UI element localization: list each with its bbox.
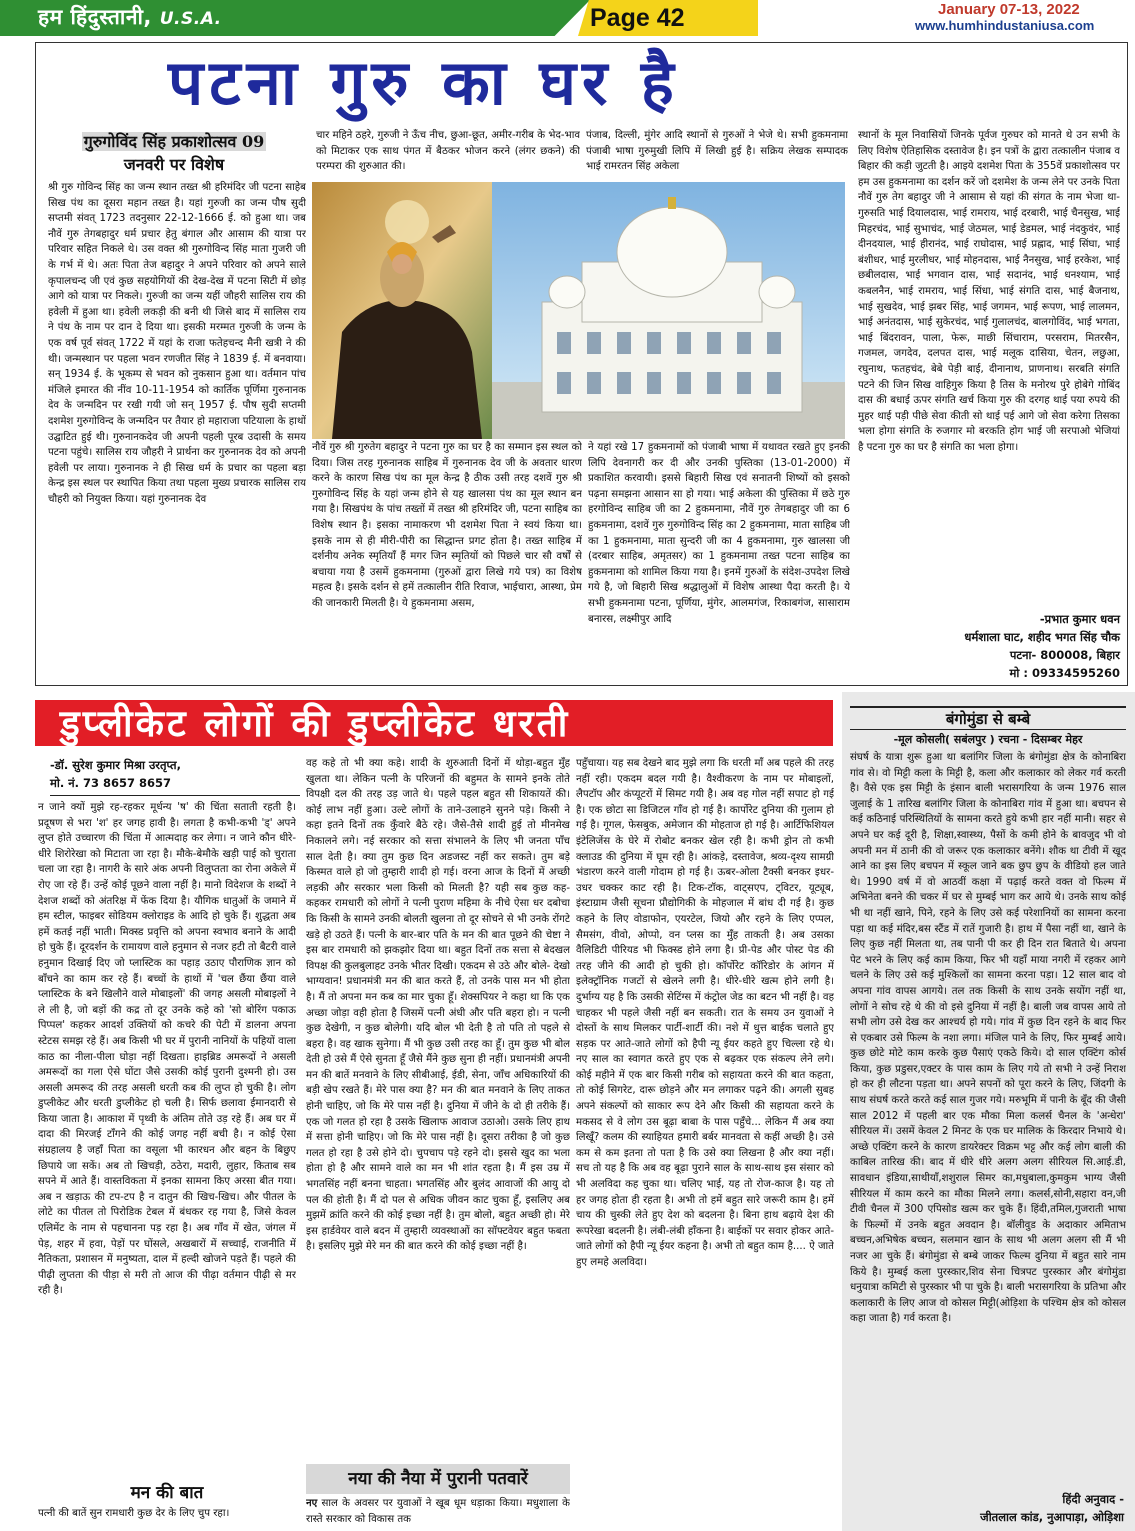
sidebar-article-byline: -मूल कोसली( सबंलपुर ) रचना - दिसम्बर मेहर: [893, 733, 1083, 746]
subheading-line-1: गुरुगोविंद सिंह प्रकाशोत्सव 09: [83, 132, 265, 151]
author-address-line-1: धर्मशाला घाट, शहीद भगत सिंह चौक: [964, 630, 1120, 644]
top-article-subheading: [48, 130, 300, 178]
masthead: [0, 0, 1135, 38]
bottom-article-column-2: वह कहे तो भी क्या कहे। शादी के शुरुआती दिनों में थोड़ा-बहुत मुँह खुलता था। लेकिन पत्नी के परिजनों की बहुमत के सामने इनके तोते विपक्षी दल की तरह उड़ जाते थे। पहले पहल बहुत सी शिकायतें की। कोई लाभ नहीं हुआ। उल्टे लोगों के ताने-उलाहने सुनने पड़े। किसी ने कहा इतने दिनों तक कुँवारे बैठे रहे। जैसे-तैसे शादी हुई तो मीनमेख निकालने लगे। नई सरकार को सत्ता संभालने के लिए भी जनता पाँच साल देती है। क्या तुम कुछ दिन अडजस्ट नहीं कर सकते। तुम बड़े किस्मत वाले हो जो तुम्हारी शादी हो गई। वरना आज के दिनों में अच्छी लड़की और सरकार भला किसी को मिलती है? यही सब कुछ कह-कहकर रामधारी को लोगों ने पत्नी पुराण महिमा के नीचे ऐसा धर दबोचा कि किसी के सामने उनकी बोलती खुलना तो दूर सोचने से भी उनके रोंगटे खड़े हो उठते हैं। पत्नी के बार-बार पति के मन की बात पूछने की चेष्टा ने इस बार रामधारी को झकझोर दिया था। बहुत दिनों तक सत्ता से बेदखल विपक्ष की कुलबुलाहट उनके भीतर दिखी। एकदम से उठे और बोले- देखो भाग्यवान! प्रधानमंत्री मन की बात करते हैं, तो उनके पास मन भी होता है। मैं तो अपना मन कब का मार चुका हूँ। शेक्सपियर ने कहा था कि एक अच्छा जोड़ा वही होता है जिसमें पत्नी अंधी और पति बहरा हो। न पत्नी कुछ देखेगी, न कुछ बोलेगी। यदि बोल भी देती है तो पति तो पहले से बहरा है। वह खाक सुनेगा। मैं भी कुछ उसी तरह का हूँ। तुम कुछ भी बोल देती हो उसे मैं ऐसे सुनता हूँ जैसे मैंने कुछ सुना ही नहीं। प्रधानमंत्री अपनी मन की बातें मनवाने के लिए सीबीआई, ईडी, सेना, जाँच अधिकारियों की बड़ी खेप रखते हैं। मेरे पास क्या है? मन की बात मनवाने के लिए ताकत होनी चाहिए, जो कि मेरे पास नहीं है। दुनिया में जीने के दो ही तरीके हैं। एक जो गलत हो रहा है उसके खिलाफ आवाज उठाओ। उसके लिए हाथ में सत्ता होनी चाहिए। जो कि मेरे पास नहीं है। दूसरा तरीका है जो कुछ गलत हो रहा है उसे होने दो। चुपचाप पड़े रहने दो। इससे खुद का भला होता हो है और सामने वाले का मन भी शांत रहता है। मैं इस उम्र में भगतसिंह नहीं बनना चाहता। भगतसिंह और बुलंद आवाजों की आयु दो पल की होती है। मैं दो पल से अधिक जीवन काट चुका हूँ, इसलिए अब मुझमें क्रांति करने की कोई इच्छा नहीं है। तुम बोलो, बहुत अच्छी हो। मेरे इस हार्डवेयर वाले बदन में तुम्हारी व्यवस्थाओं का सॉफ्टवेयर बहुत फबता है। इसलिए मुझे मेरे मन की बात करने की कोई इच्छा नहीं है।: [306, 758, 570, 1253]
website-link[interactable]: www.humhindustaniusa.com: [915, 18, 1095, 33]
bottom-article-byline: [50, 756, 300, 796]
bottom-article-column-1: न जाने क्यों मुझे रह-रहकर मूर्धन्य 'ष' की चिंता सताती रहती है। प्रदूषण से भरा 'श' हर जगह हावी है। लगता है कभी-कभी 'ड्' अपने लुप्त होते उच्चारण की चिंता में आत्मदाह कर लेगा। न जाने कौन धीरे-धीरे शिरोरेखा को मिटाता जा रहा है। मौके-बेमौके खड़ी पाई को चुराता चला जा रहा है। नागरी के सारे अंक अपनी विलुप्तता का रोना अकेले में रोए जा रहे हैं। उन्हें कोई पूछने वाला नहीं है। मानो विदेशज के शब्दों ने देशज शब्दों को अंतरिक्ष में फेंक दिया है। यौगिक धातुओं के जमाने में हम स्टील, फाइबर सोडियम क्लोराइड के आदि हो चुके हैं। शुद्धता अब हमें कतई नहीं भाती। मिक्स्ड प्रवृत्ति को अपना स्वभाव बनाने के आदी हो चुके हैं। दूरदर्शन के रामायण वाले हनुमान से नजर हटी तो बैटरी वाले हनुमान दिखाई दिए जो प्लास्टिक का पहाड़ उठाए पौराणिक ज्ञान को बाँचने का काम कर रहे हैं। बच्चों के हाथों में 'चल छैंया छैंया वाले प्लास्टिक के बने खिलौने वाले मोबाइलों' की जगह असली मोबाइलों ने ले ली है, जो बड़ों की कद्र तो दूर उनके कहे को 'सो बोरिंग पकाऊ पिप्पल' कहकर आदर्श उक्तियों को कचरे की पेटी में डालना अपना स्टेटस समझ रहे हैं। अब किसी भी घर में पुरानी नानियों के पहियों वाला काठ का नीला-पीला घोड़ा नहीं दिखता। हाइब्रिड अमरूदों ने असली अमरूदों का गला ऐसे घोंटा जैसे उसकी कोई पुरानी दुश्मनी हो। उस असली अमरूद की तरह असली धरती कब की लुप्त हो चुकी है। लोग डुप्लीकेट और धरती डुप्लीकेट हो चली है। सिर्फ छलावा ईमानदारी से किया जाता है। आकाश में पृथ्वी के अंतिम तोते उड़ रहे हैं। अब घर में दादा की मिरजई टाँगने की कोई जगह नहीं बची है। न कोई ऐसा संग्रहालय है जहाँ पिता का वसूला भी कारधन और बहन के बिछुए छिपाये जा सकें। अब तो खिचड़ी, ठठेरा, मदारी, लुहार, किताब सब सपने में आते हैं। वास्तविकता में इनका सामना किए अरसा बीत गया। अब न खड़ाऊ की टप-टप है न दातुन की खिच-खिच। और पीतल के लोटे का पीतल तो पिरोडिक टेबल में बंधकर रह गया है, जिसे केवल एलिमेंट के नाम से पहचानना पड़ रहा है। अब गाँव में खेत, जंगल में पेड़, शहर में हवा, पेड़ों पर घोंसले, अखबारों में सच्चाई, राजनीति में नैतिकता, प्रशासन में मनुष्यता, दाल में हल्दी खोजने पड़ते हैं। पहले की पीढ़ी लुप्तता की पीड़ा से मरी तो आज की पीढ़ा वर्तमान पीढ़ी से मर रही है।: [38, 802, 296, 1297]
sidebar-translator-name: जीतलाल कांड, नुआपाड़ा, ओड़िशा: [980, 1510, 1124, 1524]
lead-word: नए: [306, 1498, 318, 1509]
bottom-article-column-1-continued: पत्नी की बातें सुन रामधारी कुछ देर के लिए चुप रहा।: [38, 1508, 230, 1519]
subheading-man-ki-baat: मन की बात: [130, 1483, 204, 1503]
top-article-column-2: नौवें गुरु श्री गुरुतेग बहादुर ने पटना गुरु का घर है का सम्मान इस स्थल को दिया। जिस तरह गुरुनानक साहिब में गुरुनानक देव जी के अवतार धारण करने के कारण सिख पंथ का मूल केन्द्र है ठीक उसी तरह दशवें गुरु श्री गुरुगोविन्द सिंह के यहां जन्म होने से यह खालसा पंथ का मूल स्थान बन गया है। सिखपंथ के पांच तख्तों में तख्त श्री हरिमंदिर जी, पटना साहिब का विशेष स्थान है। इसका नामाकरण भी दशमेश पिता ने स्वयं किया था। इसके नाम से ही मीरी-पीरी का सिद्धान्त प्रगट होता है। तख्त साहिब में दर्शनीय अनेक स्मृतियाँ हैं मगर जिन स्मृतियों को पिछले चार सौ वर्षों से बचाया गया है उसमें हुकमनामा (गुरुओं द्वारा लिखे गये पत्र) का विशेष महत्व है। इसके दर्शन से हमें तत्कालीन रीति रिवाज, भाईचारा, आस्था, प्रेम की जानकारी मिलती है। ये हुकमनामा असम,: [312, 442, 582, 609]
guru-and-gurudwara-photo: [312, 182, 845, 439]
byline-phone: मो. नं. 73 8657 8657: [50, 776, 172, 790]
top-article-column-1: श्री गुरु गोविन्द सिंह का जन्म स्थान तख्त श्री हरिमंदिर जी पटना साहेब सिख पंथ का दूसरा महान तख्त है। यहां गुरुजी का जन्म पौष सुदी सप्तमी संवत् 1723 तदनुसार 22-12-1666 ई. को हुआ था। जब नौवें गुरु तेगबहादुर धर्म प्रचार हेतु बंगाल और आसाम की यात्रा पर परिवार सहित निकले थे। उस वक्त श्री गुरुगोविन्द सिंह माता गुजरी जी के गर्भ में थे। अतः पिता तेज बहादुर ने अपने परिवार को अपने साले कृपालचन्द जी एवं कुछ सहयोगियों की देख-देख में पटना सिटी में छोड़ आगे को यात्रा पर निकले। गुरुजी का जन्म यहीं जौहरी सालिस राय की हवेली में हुआ था। हवेली लकड़ी की बनी थी जिसे बाद में सालिस राय ने पंथ के नाम पर दान दे दिया था। इसकी मरम्मत गुरुजी के जन्म के एक वर्ष पूर्व संवत् 1722 में यहां के राजा फतेहचन्द मैनी खत्री ने की थी। जन्मस्थान पर पहला भवन रणजीत सिंह ने 1839 ई. में बनवाया। सन् 1934 ई. के भूकम्प से भवन को नुकसान हुआ था। वर्तमान पांच मंजिले इमारत की नींव 10-11-1954 को कार्तिक पूर्णिमा गुरुनानक देव के जन्मदिन पर रखी गयी जो सन् 1957 ई. पौष सुदी सप्तमी दशमेश गुरुगोविन्द के जन्मदिन पर तैयार हो महाराजा पटियाला के हाथों उद्घाटित हुई थी। गुरुनानकदेव जी अपनी पहली पूरब उदासी के समय पटना पहुंचे। सालिस राय जौहरी ने प्रार्थना कर गुरुनानक देव को अपनी हवेली पर लाया। गुरुनानक ने ही सिख धर्म के प्रचार का पहला बड़ा केन्द्र इस स्थल पर स्थापित किया तथा पहला मुख्य प्रचारक सालिस राय चौहरी को नियुक्त किया। यहां गुरुनानक देव: [48, 182, 306, 505]
sidebar-article-title: बंगोमुंडा से बम्बे: [850, 706, 1126, 730]
subheading-naya-ki-naiya: नया की नैया में पुरानी पतवारें: [306, 1464, 570, 1494]
bottom-article-column-3: पहुँचाया। यह सब देखने बाद मुझे लगा कि धरती माँ अब पहले की तरह नहीं रही। एकदम बदल गयी है। वैश्वीकरण के नाम पर मोबाइलों, लैपटॉप और कंप्यूटरों में सिमट गयी है। अब वह गोल नहीं सपाट हो गई है। एक छोटा सा डिजिटल गाँव हो गई है। कार्पोरेट दुनिया की गुलाम हो गई है। गूगल, फेसबुक, अमेजान की मोहताज हो गई है। आर्टिफिशियल इंटेलिजेंस के घेरे में रोबोट बनकर खेल रही है। कभी ड्रोन तो कभी क्लाउड की दुनिया में घूम रही है। आंकड़े, दस्तावेज, श्रव्य-दृश्य सामग्री भंडारण करने वाली गोदाम हो गई है। ऊबर-ओला टैक्सी बनकर इधर-उधर चक्कर काट रही है। टिक-टॉक, वाट्सएप, ट्विटर, यूट्यूब, इंस्टाग्राम जैसी सूचना प्रौद्योगिकी के मोहजाल में बांध दी गई है। कुछ कहने के लिए वोडाफोन, एयरटेल, जियो और रहने के लिए एप्पल, सैमसंग, वीवो, ओप्पो, वन प्लस का मुँह ताकती है। अब उसका वैलिडिटी पीरियड भी फिक्स्ड होने लगा है। प्री-पेड और पोस्ट पेड की तरह जीने की आदी हो चुकी हो। कॉर्पोरेट कॉरिडोर के आंगन में इलेक्ट्रॉनिक गजटों से खेलने लगी है। धीरे-धीरे खत्म होने लगी है। दुर्भाग्य यह है कि उसकी सेटिंग्स में कंट्रोल जेड का बटन भी नहीं है। वह चाहकर भी पहले जैसी नहीं बन सकती। रात के समय उन युवाओं ने दोस्तों के साथ मिलकर पार्टी-शार्टी की। नशे में धुत्त बाईक चलाते हुए सड़क पर आते-जाते लोगों को हैपी न्यू ईयर कहते हुए चिल्ला रहे थे। नए साल का स्वागत करते हुए एक से बढ़कर एक संकल्प लेने लगे। कोई महीने में एक बार किसी गरीब को सहायता करने की बात कहता, तो कोई सिगरेट, दारू छोड़ने और मन लगाकर पढ़ने की। अगली सुबह अपने संकल्पों को साकार रूप देने और किसी की सहायता करने के मकसद से वे लोग उस बूढ़ा बाबा के पास पहुँचे... लेकिन मैं अब क्या लिखूँ? कलम की स्याहियत हमारी बर्बर मानवता से कहीं अच्छी है। उसे कम से कम इतना तो पता है कि उसे क्या लिखना है और क्या नहीं। सच तो यह है कि अब वह बूढ़ा पुराने साल के साथ-साथ इस संसार को भी अलविदा कह चुका था। चलिए भाई, यह तो रोज-काज है। यह तो हर जगह होता ही रहता है। अभी तो हमें बहुत सारे जरूरी काम है। हमें चाय की चुस्की लेते हुए देश को बदलना है। बिना हाथ बढ़ाये देश की रूपरेखा बदलनी है। लंबी-लंबी हाँकना है। बाईकों पर सवार होकर आते-जाते लोगों को हैपी न्यू ईयर कहना है। अभी तो बहुत काम है.... ऐ जाते हुए लमहे अलविदा।: [576, 758, 834, 1268]
subheading-line-2: जनवरी पर विशेष: [123, 155, 225, 174]
bottom-article-headline: डुप्लीकेट लोगों की डुप्लीकेट धरती: [60, 701, 571, 745]
issue-date: January 07-13, 2022: [938, 1, 1080, 18]
bottom-article-column-2-continued: [306, 1496, 570, 1528]
continued-text: साल के अवसर पर युवाओं ने खूब धूम धड़ाका किया। मधुशाला के रास्ते सरकार को विकास तक: [306, 1498, 570, 1525]
top-article-column-4: स्थानों के मूल निवासियों जिनके पूर्वज गुरुघर को मानते थे उन सभी के लिए विशेष ऐतिहासिक दस्तावेज है। इन पत्रों के द्वारा तत्कालीन पंजाब व बिहार की कड़ी जुटती है। आइये दशमेश पिता के 355वें प्रकाशोत्सव पर हम उस हुकमनामा का दर्शन करें जो दशमेश के जन्म लेने पर उनके पिता नौवें गुरु तेग बहादुर जी ने आसाम से यहां की संगत के नाम भेजा था- गुरुसति भाई दियालदास, भाई रामराय, भाई दरबारी, भाई चैनसुख, भाई मिहरचंद, भाई सुभाचंद, भाई जेठमल, भाई डेडमल, भाई नंदकुवंर, भाई दीनदयाल, भाई हीरानंद, भाई राघोदास, भाई प्रह्लाद, भाई सिंघा, भाई बंशीधर, भाई मुरलीधर, भाई मोहनदास, भाई नैनसुख, भाई हरकेश, भाई छबीलदास, भाई भगवान दास, भाई सदानंद, भाई धनश्याम, भाई कबलनैन, भाई रामराय, भाई सिंधा, भाई संगति दास, भाई बैजनाथ, भाई सुखदेव, भाई झबर सिंह, भाई जगमन, भाई रूपण, भाई लालमन, भाई अनंतदास, भाई सुकेरचंद, भाई गुलालचंद, बालगोविंद, भाई भगता, भाई बिंदरावन, पाला, फेरू, माछी सिंचाराम, परसराम, मितरसैन, गजमल, जगदेव, दलपत दास, भाई मलूक दासिया, चेतन, लछुआ, रघुनाथ, फतहचंद, बेबे पेड़ी बाई, दीनानाथ, प्राणनाथ। सरबति संगति पटने की जिन सिख वाहिगुरु किया है तिस के मनोरथ पुरे होबेगे गोबिंद दास की बधाई ऊपर संगति खर्च किया गुरु की दरगह थाई पया रुपये की मुहर थाई पड़ी पीछे सेवा कीती सो थाई पई आगे जो सेवा करेगा तिसका भला होगा संगति के रुजगार मो बरकति होग भाई जी सरपाओ भेजियां है पटना गुरु का घर है संगति का भला होगा।: [858, 130, 1120, 453]
top-article-column-3-top: पंजाब, दिल्ली, मुंगेर आदि स्थानों से गुरुओं ने भेजे थे। सभी हुकमनामा पंजाबी भाषा गुरुमुखी लिपि में लिखी हुई है। सक्रिय लेखक सम्पादक भाई रामरतन सिंह अकेला: [586, 130, 848, 173]
photo-illustration: [312, 182, 845, 439]
top-article-headline: पटना गुरु का घर है: [168, 46, 680, 119]
top-article-column-3: ने यहां रखे 17 हुकमनामों को पंजाबी भाषा में यथावत रखते हुए इनकी लिपि देवनागरी कर दी और उनकी पुस्तिका (13-01-2000) में प्रकाशित करवायी। इससे बिहारी सिख एवं सनातनी शिष्यों को इसको पढ़ना समझना आसान सा हो गया। भाई अकेला की पुस्तिका में छठे गुरु हरगोविन्द साहिब जी का 2 हुकमनामा, नौवें गुरु तेगबहादुर जी का 6 हुकमनामा, दशवें गुरु गुरुगोविन्द सिंह का 2 हुकमनामा, माता साहिब जी का 1 हुकमनामा, माता सुन्दरी जी का 4 हुकमनामा, गुरु खालसा जी (दरबार साहिब, अमृतसर) का 1 हुकमनामा तख्त पटना साहिब का हुकमनामा को शामिल किया गया है। इनमें गुरुओं के संदेश-उपदेश लिखे गये है, जो बिहारी सिख श्रद्धालुओं में विशेष आस्था पैदा करती है। ये सभी हुकमनामा पटना, पूर्णिया, मुंगेर, आलमगंज, रिकाबगंज, सासाराम बनारस, लक्ष्मीपुर आदि: [588, 442, 850, 625]
top-article-column-2-top: चार महिने ठहरे, गुरुजी ने ऊँच नीच, छुआ-छूत, अमीर-गरीब के भेद-भाव को मिटाकर एक साथ पंगत में बैठकर भोजन करने (लंगर छकने) की परम्परा की शुरुआत की।: [316, 130, 580, 173]
brand-name: हम हिंदुस्तानी,: [38, 5, 160, 29]
page-number: Page 42: [590, 4, 685, 32]
sidebar-translator-label: हिंदी अनुवाद -: [1062, 1492, 1124, 1506]
byline-author: -डॉ. सुरेश कुमार मिश्रा उरतृप्त,: [50, 758, 181, 772]
author-address-line-2: पटना- 800008, बिहार: [1009, 648, 1120, 662]
newspaper-name: [38, 3, 222, 31]
author-name: -प्रभात कुमार धवन: [1039, 612, 1120, 626]
top-article-author-signature: [880, 610, 1120, 682]
brand-suffix: U.S.A.: [159, 9, 222, 29]
author-phone: मो : 09334595260: [1009, 666, 1120, 680]
sidebar-article-text: संघर्ष के यात्रा शुरू हुआ था बलांगिर जिला के बंगोमुंडा क्षेत्र के कोनाबिरा गांव से। वो मिट्टी कला के मिट्टी है, कला और कलाकार को लेकर गर्व करती है। वैसे एक इस मिट्टी के इंसान बाली भरासगरिया के जन्म 1976 साल जुलाई के 1 तारिख बलांगिर जिला के कोनाबिरा गांव में हुआ था। बचपन से कई कठिनाई परिस्थितियों के सामना करते हुये कभी हार नहीं मानी। सहर से अपने घर कई दूरी है, शिक्षा,स्वास्थ्य, पैसों के कमी होने के बावजुद भी वो अपनी मन में ठानी की वो जरूर एक कलाकार बनेंगे। शौक था टीवी में खूद आने का इस लिए बचपन में स्कूल जाने बक छुप छुप के वीडियो हल जाते थे। 1990 वर्ष में वो आठवीं कक्षा में पढ़ाई करते वक्त वो फिल्म में अभिनेता बनने की चकर में घर से मुम्बई भाग कर आये थे। उनके साथ कोई भी था नहीं खाने, पिने, रहने के लिए उसे कई परेशानियों का सामना करना पड़ा था कई मंदिर,बस स्टैंड में रातें गुजारी है। हाथ में पैसा नहीं था, खाने के लिए कुछ नहीं मिलता था, तब पानी पी कर ही दिन रात बिताते थे। अपना पेट भरने के लिए कई काम किया, फिर भी यहाँ माया नगरी में रहकर आगे चलने के लिए उसे कई मुश्किलों का सामना करना पड़ा। 12 साल बाद वो अपना गांव वापस आगये। तल तक किसी के साथ उनके सयोंग नहीं था, लोगों ने सोच रहे थे की वो इसे दुनिया में नहीं है। बाली जब वापस आये तो सभी लोग उसे देख कर आश्चर्य हो गये। गांव में कुछ दिन रहने के बाद फिर से एकबार उसे फिल्म के नशा लगा। मंजिल पाने के लिए, फिर मुम्बई आये। कुछ छोटे मोटे काम करके कुछ पैसाएं एकठे किये। दो साल एक्टिंग कोर्स किया, कुछ प्रडुसर,एक्टर के पास काम के लिए गये तो सभी ने उन्हें निराश हो कर ही लौटना पड़ता था। अपने सपनों को पूरा करने के लिए, जिंदगी के साथ संघर्ष करते करते कई साल गुजर गये। मरुभूमि में पानी के बूँद की जैसी साल 2012 में पहली बार एक मौका मिला कलर्स चैनल के 'अन्धेरा' सीरियल में। उसमें केवल 2 मिनट के एक घर मालिक के किरदार निभाये थे। अच्छे एक्टिंग करने के कारण डायरेक्टर विक्रम भट्ट और कई लोग बाली की काबिल तारिख की। बाद में धीरे धीरे अलग अलग सीरियल सि.आई.डी, सावधान इंडिया,साथीयाँ,शशुराल सिमर का,मधुबाला,कुमकुम भाग्य जैसी सीरियल में काम करने का मौका मिलने लगा। कलर्स,सोनी,सहारा वन,जी टीवी चैनल में 300 एपिसोड खत्म कर चुके हैं। हिंदी,तमिल,गुजराती भाषा के फिल्मों में उनके बहुत अवदान है। बॉलीवुड के अदाकार अमिताभ बच्चन,अभिषेक बच्चन, सलमान खान के साथ भी अलग अलग सी मैं भी नजर आ चुके हैं। बंगोमुंडा से बम्बे जाकर फिल्म दुनिया में बहुत सारे नाम किये है। मुम्बई कला पुरस्कार,शिव सेना चित्रपट पुरस्कार और बंगोमुंडा धनुयात्रा कमिटी से पुरस्कार भी पा चुके है। बाली भरासगरिया के प्रतिभा और कलाकारी के लिए आज वो कोसल मिट्टी(ओड़िशा के पश्चिम क्षेत्र को कोसल कहा जाता है) गर्व करता है।: [850, 752, 1126, 1325]
